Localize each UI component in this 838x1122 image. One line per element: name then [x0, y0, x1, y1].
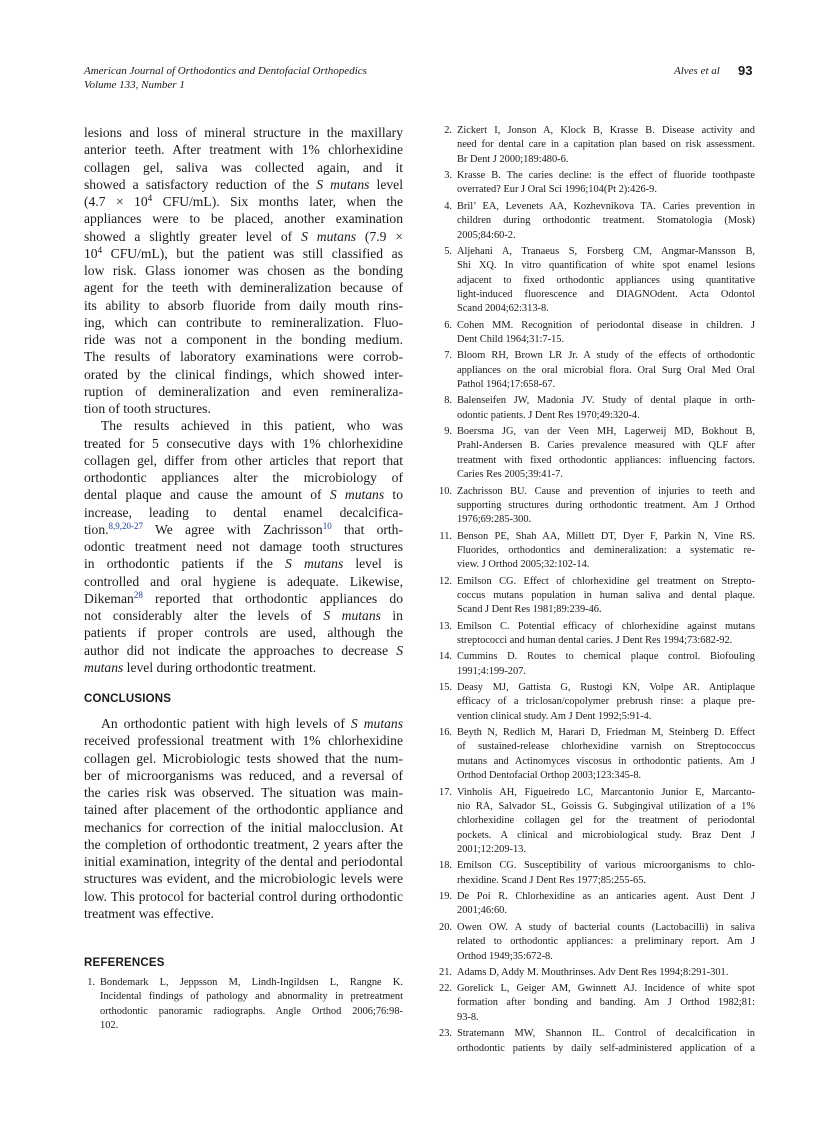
reference-line: Zachrisson BU. Cause and prevention of injuries to teeth and [457, 485, 755, 497]
text-line [84, 590, 403, 607]
text-run: the caries risk was observed. The situation was main- [84, 785, 403, 800]
text-line [84, 417, 403, 434]
reference-line: overrated? Eur J Oral Sci 1996;104(Pt 2):426-9. [457, 184, 657, 196]
reference-line: pockets. A clinical and microbiological study. Braz Dent J [457, 829, 755, 841]
reference-line: related to orthodontic appliances: a preliminary report. Am J [457, 936, 755, 948]
italic-term: mutans [84, 659, 124, 675]
text-line [84, 715, 403, 732]
reference-number: 14. [439, 651, 452, 663]
text-run: tion. [84, 521, 109, 537]
text-run: not considerably alter the levels of [84, 608, 324, 623]
text-run: treatment was effective. [84, 905, 214, 921]
text-run: The results of laboratory examinations were corrob- [84, 349, 403, 365]
reference-item [441, 245, 755, 317]
reference-line: Orthod Dentofacial Orthop 2003;123:345-8. [457, 770, 642, 782]
reference-line: view. J Orthod 2005;32:102-14. [457, 559, 590, 571]
reference-line: Boersma JG, van der Veen MH, Lagerweij MD, Bokhout B, [457, 426, 755, 438]
text-line [84, 819, 403, 836]
reference-item [441, 394, 755, 423]
text-line [84, 348, 403, 365]
text-line [84, 555, 403, 572]
reference-line: nio RA, Salvador SL, Goissis G. Subgingival utilization of a 1% [457, 800, 755, 812]
text-run: collagen gel, saliva was collected again, and it [84, 159, 403, 175]
text-line [84, 366, 403, 383]
text-run: CFU/mL). Six months later, when the [152, 194, 403, 209]
reference-line: efficacy of a triclosan/copolymer prebrush rinse: a plaque pre- [457, 696, 755, 708]
reference-number: 6. [444, 319, 452, 331]
reference-line: 1991;4:199-207. [457, 665, 526, 677]
text-run: collagen gel. Microbiologic tests showed that the num- [84, 750, 403, 766]
reference-line: Gorelick L, Geiger AM, Gwinnett AJ. Incidence of white spot [457, 983, 755, 995]
reference-line: Cohen MM. Recognition of periodontal disease in children. J [457, 319, 755, 331]
text-line [84, 210, 403, 227]
text-run: level is [343, 556, 403, 572]
reference-number: 19. [439, 891, 452, 903]
reference-line: 2001;46:60. [457, 905, 507, 917]
text-run: in orthodontic patients if the [84, 556, 286, 572]
superscript: 4 [147, 193, 153, 203]
reference-item [441, 786, 755, 858]
text-line [84, 853, 403, 870]
reference-line: Krasse B. The caries decline: is the effect of fluoride toothpaste [457, 170, 755, 182]
text-line [84, 870, 403, 887]
reference-line: orthodontic patients by daily self-administered application of a [457, 1042, 755, 1054]
reference-number: 13. [439, 620, 452, 632]
text-run: ruption of demineralization and even remineraliza- [84, 383, 403, 399]
text-run: appliances were to be placed, another examination [84, 211, 403, 227]
reference-number: 20. [439, 921, 452, 933]
reference-line: De Poi R. Chlorhexidine as an anticaries agent. Aust Dent J [457, 891, 755, 903]
paragraph [84, 417, 403, 676]
reference-item [441, 966, 755, 980]
running-authors: Alves et al [674, 65, 720, 77]
reference-item [441, 575, 755, 618]
text-run: tained after placement of the orthodontic appliance and [84, 802, 403, 818]
reference-item [441, 169, 755, 198]
text-run: showed a satisfactory reduction of the [84, 176, 317, 192]
reference-line: children during orthodontic treatment. Stomatologia (Mosk) [457, 215, 755, 227]
reference-line: Emilson CG. Susceptibility of various microorganisms to chlo- [457, 860, 755, 872]
reference-line: Vinholis AH, Figueiredo LC, Marcantonio Junior E, Marcanto- [457, 786, 755, 798]
reference-line: Emilson C. Potential efficacy of chlorhexidine against mutans [457, 620, 755, 632]
text-run: received professional treatment with 1% chlorhexidine [84, 733, 403, 749]
text-line [84, 573, 403, 590]
reference-line: 102. [100, 1020, 119, 1032]
reference-number: 12. [439, 575, 452, 587]
text-line [84, 905, 403, 922]
text-run: Dikeman [84, 590, 134, 606]
text-line [84, 297, 403, 314]
left-column [84, 124, 403, 1035]
reference-number: 7. [444, 350, 452, 362]
text-run: in [380, 608, 403, 623]
reference-line: Br Dent J 2000;189:480-6. [457, 153, 569, 165]
paragraph [84, 124, 403, 417]
reference-line: rhexidine. Scand J Dent Res 1977;85:255-65. [457, 874, 647, 886]
reference-number: 11. [439, 530, 452, 542]
text-run: ride was not a component in the bonding medium. [84, 332, 403, 347]
text-line [84, 659, 403, 676]
reference-number: 1. [87, 977, 95, 988]
text-run: orthodontic appliances alter the microbiology of [84, 470, 403, 485]
text-line [84, 383, 403, 400]
reference-line: Emilson CG. Effect of chlorhexidine gel treatment on Strepto- [457, 575, 755, 587]
section-heading-conclusions: CONCLUSIONS [84, 693, 172, 705]
reference-list [441, 124, 755, 1058]
text-run: author did not indicate the approaches to decrease [84, 642, 397, 658]
text-line [84, 141, 403, 158]
reference-number: 15. [439, 682, 452, 694]
reference-number: 16. [439, 727, 452, 739]
reference-item [441, 859, 755, 888]
reference-item [441, 982, 755, 1025]
text-line [84, 888, 403, 905]
section-heading-references: REFERENCES [84, 957, 165, 969]
reference-line: Shi XQ. In vitro quantification of white spot enamel lesions [457, 260, 755, 272]
reference-number: 22. [439, 983, 452, 995]
text-run: CFU/mL), but the patient was still classified as [102, 245, 403, 261]
reference-item [441, 425, 755, 483]
reference-number: 23. [439, 1028, 452, 1040]
reference-line: appliances on the oral microbial flora. Oral Surg Oral Med Oral [457, 364, 755, 376]
reference-item [441, 890, 755, 919]
text-line [84, 642, 403, 659]
text-line [84, 176, 403, 193]
reference-line: 93-8. [457, 1011, 479, 1023]
text-line [84, 750, 403, 767]
reference-number: 10. [439, 485, 452, 497]
reference-item [441, 124, 755, 167]
text-run: tion of tooth structures. [84, 401, 211, 416]
reference-line: vention clinical study. Am J Dent 1992;5:91-4. [457, 710, 652, 722]
text-line [84, 228, 403, 245]
text-run: low risk. Glass ionomer was chosen as the bonding [84, 263, 403, 278]
reference-line: formation after bonding and banding. Am J Orthod 1982;81: [457, 997, 755, 1009]
text-line [84, 331, 403, 348]
reference-line: odontic patients. J Dent Res 1970;49:320-4. [457, 409, 640, 421]
italic-term: S mutans [329, 487, 385, 503]
text-run: dental plaque and cause the amount of [84, 487, 330, 503]
reference-line: Cummins D. Routes to chemical plaque control. Biofouling [457, 651, 755, 663]
reference-line: Pathol 1964;17:658-67. [457, 379, 556, 391]
reference-line: 1976;69:285-300. [457, 514, 532, 526]
reference-line: Dent Child 1964;31:7-15. [457, 334, 565, 346]
text-run: agent for the teeth with demineralization because of [84, 280, 403, 296]
reference-line: Scand 2004;62:313-8. [457, 303, 549, 315]
citation-link[interactable]: 28 [133, 589, 143, 600]
text-run: ing, which can contribute to remineralization. Fluo- [84, 314, 403, 330]
reference-line: Bloom RH, Brown LR Jr. A study of the effects of orthodontic [457, 350, 755, 362]
reference-number: 18. [439, 860, 452, 872]
paragraph [84, 715, 403, 922]
text-line [84, 452, 403, 469]
citation-link[interactable]: 8,9,20-27 [108, 520, 144, 531]
reference-number: 21. [439, 966, 452, 978]
text-run: collagen gel, differ from other articles that report that [84, 452, 403, 468]
reference-line: Orthod 1949;35:672-8. [457, 950, 553, 962]
reference-line: 2005;84:60-2. [457, 229, 516, 241]
reference-line: coccus mutans population in human saliva and dental plaque. [457, 590, 755, 602]
reference-number: 2. [444, 125, 452, 136]
text-line [84, 314, 403, 331]
text-run: to [384, 487, 403, 503]
reference-item [441, 620, 755, 649]
reference-line: mutans and Actinomyces viscosus in orthodontic patients. Am J [457, 755, 755, 767]
text-run: reported that orthodontic appliances do [142, 590, 403, 606]
reference-line: chlorhexidine collagen gel for the treatment of periodontal [457, 815, 755, 827]
text-line [84, 504, 403, 521]
page-number: 93 [738, 63, 753, 78]
text-run: 10 [84, 245, 98, 261]
italic-term: S mutans [316, 176, 370, 192]
text-run: structures was evident, and the microbiologic levels were [84, 871, 403, 887]
text-run: anterior teeth. After treatment with 1% chlorhexidine [84, 142, 403, 158]
text-line [84, 521, 403, 538]
reference-line: Scand J Dent Res 1981;89:239-46. [457, 604, 602, 616]
journal-volume: Volume 133, Number 1 [84, 79, 185, 91]
text-run: increase, leading to dental enamel decalcifica- [84, 504, 403, 520]
reference-item [441, 530, 755, 573]
citation-link[interactable]: 10 [322, 520, 332, 531]
text-line [84, 836, 403, 853]
reference-line: Stratemann MW, Shannon IL. Control of decalcification in [457, 1028, 755, 1040]
reference-number: 3. [444, 170, 452, 182]
reference-line: Bondemark L, Jeppsson M, Lindh-Ingildsen L, Rangne K. [100, 977, 403, 988]
text-run: orated by the clinical findings, which showed inter- [84, 366, 403, 382]
reference-item [441, 681, 755, 724]
italic-term: S [396, 642, 403, 658]
reference-item [441, 726, 755, 784]
reference-line: Fluorides, orthodontics and demineralization: a systematic re- [457, 544, 755, 556]
text-run: (7.9 × [356, 228, 403, 244]
text-run: initial examination, integrity of the dental and periodontal [84, 854, 403, 869]
text-line [84, 607, 403, 624]
text-run: treated for 5 consecutive days with 1% chlorhexidine [84, 435, 403, 451]
reference-item [84, 976, 403, 1034]
reference-line: Benson PE, Shah AA, Millett DT, Dyer F, Parkin N, Vine RS. [457, 530, 755, 542]
italic-term: S mutans [301, 228, 357, 244]
text-run: the completion of orthodontic treatment, 2 years after the [84, 836, 403, 852]
text-line [84, 279, 403, 296]
reference-line: adjacent to fixed orthodontic appliances using quantitative [457, 274, 755, 286]
reference-line: Zickert I, Jonson A, Klock B, Krasse B. Disease activity and [457, 125, 755, 136]
reference-line: Beyth N, Redlich M, Harari D, Friedman M, Steinberg D. Effect [457, 727, 755, 739]
text-run: lesions and loss of mineral structure in the maxillary [84, 125, 403, 140]
text-run: mechanics for correction of the initial malocclusion. At [84, 819, 403, 835]
reference-line: Owen OW. A study of bacterial counts (Lactobacilli) in saliva [457, 921, 755, 933]
reference-line: Adams D, Addy M. Mouthrinses. Adv Dent Res 1994;8:291-301. [457, 966, 729, 978]
text-run: controlled and oral hygiene is adequate. Likewise, [84, 573, 403, 589]
reference-line: Deasy MJ, Gattista G, Rustogi KN, Volpe AR. Antiplaque [457, 682, 755, 694]
italic-term: S mutans [350, 716, 403, 731]
reference-line: Bril’ EA, Levenets AA, Kozhevnikova TA. Caries prevention in [457, 200, 755, 212]
reference-number: 8. [444, 395, 452, 407]
text-run: We agree with Zachrisson [143, 521, 323, 537]
reference-item [441, 650, 755, 679]
reference-item [441, 921, 755, 964]
reference-line: need for dental care in a capitation plan based on risk assessment. [457, 139, 755, 151]
reference-item [441, 200, 755, 243]
text-line [84, 801, 403, 818]
text-line [84, 262, 403, 279]
reference-number: 5. [444, 245, 452, 257]
reference-line: treatment with fixed orthodontic appliances: influencing factors. [457, 454, 755, 466]
text-line [84, 400, 403, 417]
journal-title: American Journal of Orthodontics and Dentofacial Orthopedics [84, 65, 367, 77]
text-line [84, 193, 403, 210]
text-run: patients if proper controls are used, although the [84, 625, 403, 641]
text-run: showed a slightly greater level of [84, 228, 302, 244]
superscript: 4 [97, 244, 103, 255]
reference-number: 9. [444, 426, 452, 438]
reference-line: Incidental findings of pathology and abnormality in pretreatment [100, 991, 403, 1003]
reference-line: orthodontic panoramic radiographs. Angle Orthod 2006;76:98- [100, 1005, 403, 1017]
text-run: An orthodontic patient with high levels of [101, 716, 351, 731]
text-line [84, 245, 403, 262]
text-run: The results achieved in this patient, who was [101, 418, 403, 434]
text-run: (4.7 × 10 [84, 194, 148, 209]
text-run: ber of microorganisms was reduced, and a reversal of [84, 767, 403, 783]
text-line [84, 784, 403, 801]
text-run: level during orthodontic treatment. [123, 659, 317, 675]
reference-item [441, 1027, 755, 1056]
text-line [84, 732, 403, 749]
text-line [84, 469, 403, 486]
text-run: level [369, 176, 403, 192]
italic-term: S mutans [323, 608, 381, 623]
text-line [84, 767, 403, 784]
text-line [84, 159, 403, 176]
text-line [84, 435, 403, 452]
reference-line: of sustained-release chlorhexidine varnish on Streptococcus [457, 741, 755, 753]
text-line [84, 624, 403, 641]
text-line [84, 124, 403, 141]
reference-line: Prahl-Andersen B. Caries prevalence measured with QLF after [457, 440, 755, 452]
reference-item [441, 349, 755, 392]
reference-line: Aljehani A, Tranaeus S, Forsberg CM, Angmar-Mansson B, [457, 245, 755, 257]
reference-line: light-induced fluorescence and DIAGNOdent. Acta Odontol [457, 288, 755, 300]
italic-term: S mutans [285, 556, 344, 572]
reference-item [441, 319, 755, 348]
reference-number: 17. [439, 786, 452, 798]
text-run: low. This protocol for bacterial control during orthodontic [84, 888, 403, 904]
text-run: odontic treatment need not damage tooth structures [84, 539, 403, 554]
text-line [84, 486, 403, 503]
text-run: its ability to absorb fluoride from daily mouth rins- [84, 297, 403, 313]
reference-line: Caries Res 2005;39:41-7. [457, 469, 563, 481]
reference-line: Balenseifen JW, Madonia JV. Study of dental plaque in orth- [457, 395, 755, 407]
reference-line: supporting structures during orthodontic treatment. Am J Orthod [457, 499, 755, 511]
reference-line: streptococci and human dental caries. J Dent Res 1994;73:682-92. [457, 635, 733, 647]
text-line [84, 538, 403, 555]
reference-number: 4. [444, 200, 452, 212]
reference-line: 2001;12:209-13. [457, 844, 526, 856]
text-run: that orth- [331, 521, 403, 537]
running-header [84, 64, 367, 92]
reference-item [441, 485, 755, 528]
reference-list [84, 976, 403, 1034]
